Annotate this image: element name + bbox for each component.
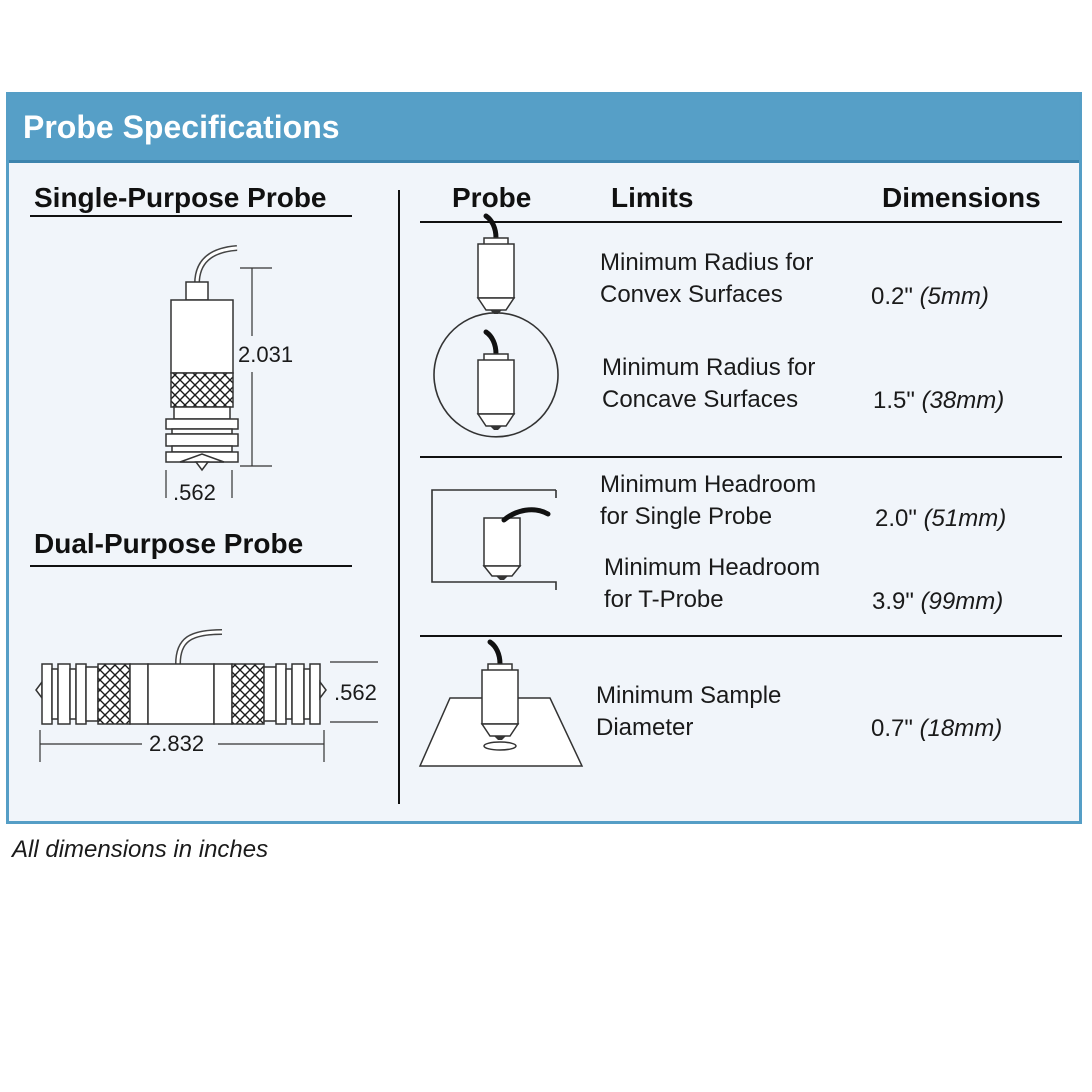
footnote: All dimensions in inches <box>12 836 269 863</box>
col-header-probe: Probe <box>452 182 532 213</box>
col-header-dimensions: Dimensions <box>882 182 1041 213</box>
single-width-label: .562 <box>173 480 216 505</box>
row-limit-headroom-single: Minimum Headroom for Single Probe <box>600 471 817 530</box>
row-dim-concave: 1.5" (38mm) <box>873 387 1005 414</box>
row-limit-concave: Minimum Radius for Concave Surfaces <box>602 354 816 413</box>
dual-height-label: .562 <box>334 680 377 705</box>
sample-probe-icon <box>482 642 518 740</box>
row-dim-sample: 0.7" (18mm) <box>871 715 1003 742</box>
row-limit-headroom-t: Minimum Headroom for T-Probe <box>604 554 821 613</box>
concave-probe-icon <box>478 332 514 430</box>
row-dim-headroom-t: 3.9" (99mm) <box>872 588 1004 615</box>
dual-length-label: 2.832 <box>149 731 205 756</box>
single-height-label: 2.031 <box>238 342 294 367</box>
row-limit-sample: Minimum Sample Diameter <box>596 682 782 741</box>
row-limit-convex: Minimum Radius for Convex Surfaces <box>600 249 814 308</box>
headroom-probe-icon <box>484 518 520 580</box>
single-probe-heading: Single-Purpose Probe <box>34 182 327 213</box>
row-dim-headroom-single: 2.0" (51mm) <box>875 505 1007 532</box>
convex-probe-icon <box>478 216 514 314</box>
col-header-limits: Limits <box>611 182 694 213</box>
dual-probe-heading: Dual-Purpose Probe <box>34 528 304 559</box>
row-dim-convex: 0.2" (5mm) <box>871 283 989 310</box>
panel-title: Probe Specifications <box>23 109 340 145</box>
